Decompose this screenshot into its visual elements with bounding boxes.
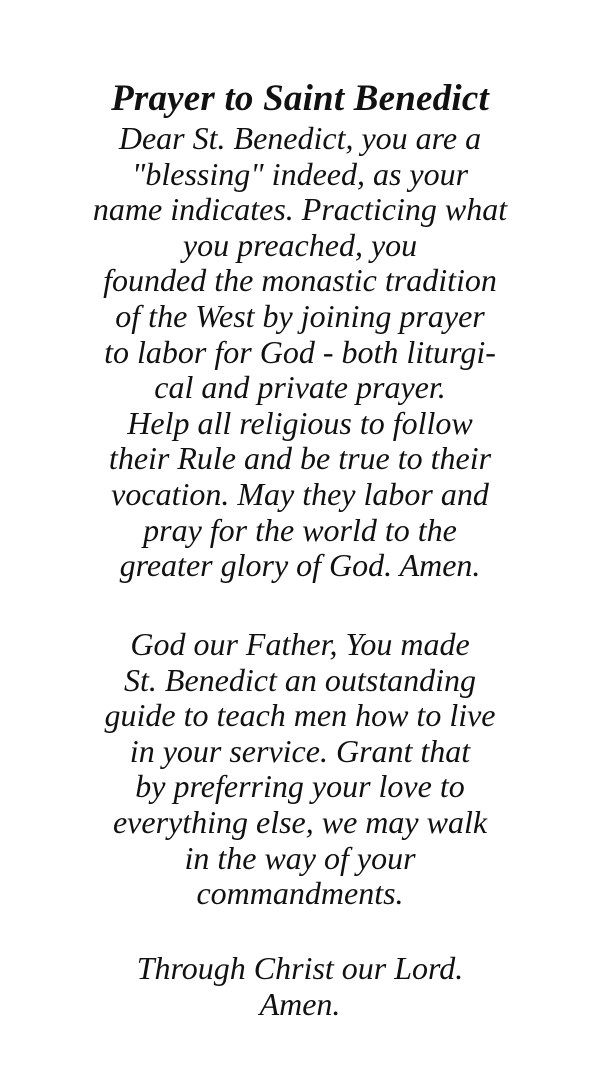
prayer-paragraph-1 bbox=[0, 121, 600, 584]
prayer-line: cal and private prayer. bbox=[154, 369, 446, 406]
prayer-line: their Rule and be true to their bbox=[108, 440, 492, 477]
prayer-title: Prayer to Saint Benedict bbox=[111, 77, 489, 119]
prayer-line: Amen. bbox=[259, 985, 341, 1022]
prayer-line: "blessing" indeed, as your bbox=[131, 155, 469, 192]
prayer-line: of the West by joining prayer bbox=[115, 297, 485, 334]
prayer-line: vocation. May they labor and bbox=[111, 475, 489, 512]
prayer-line: pray for the world to the bbox=[143, 511, 457, 548]
prayer-line: to labor for God - both liturgi- bbox=[104, 333, 496, 370]
prayer-line: by preferring your love to bbox=[135, 768, 465, 805]
prayer-line: in the way of your bbox=[184, 839, 416, 876]
prayer-line: founded the monastic tradition bbox=[103, 262, 497, 299]
prayer-line: St. Benedict an outstanding bbox=[124, 661, 476, 698]
prayer-line: God our Father, You made bbox=[130, 626, 470, 662]
prayer-line: everything else, we may walk bbox=[112, 803, 488, 840]
prayer-paragraph-2 bbox=[0, 627, 600, 912]
prayer-line: Help all religious to follow bbox=[127, 404, 473, 441]
prayer-line: greater glory of God. Amen. bbox=[119, 547, 481, 584]
prayer-line: name indicates. Practicing what bbox=[92, 191, 508, 228]
prayer-line: Dear St. Benedict, you are a bbox=[118, 120, 482, 156]
prayer-line: you preached, you bbox=[182, 226, 418, 263]
prayer-paragraph-3 bbox=[0, 951, 600, 1022]
prayer-line: Through Christ our Lord. bbox=[136, 950, 464, 986]
prayer-line: commandments. bbox=[196, 875, 404, 912]
prayer-line: guide to teach men how to live bbox=[104, 697, 496, 734]
prayer-line: in your service. Grant that bbox=[129, 732, 471, 769]
